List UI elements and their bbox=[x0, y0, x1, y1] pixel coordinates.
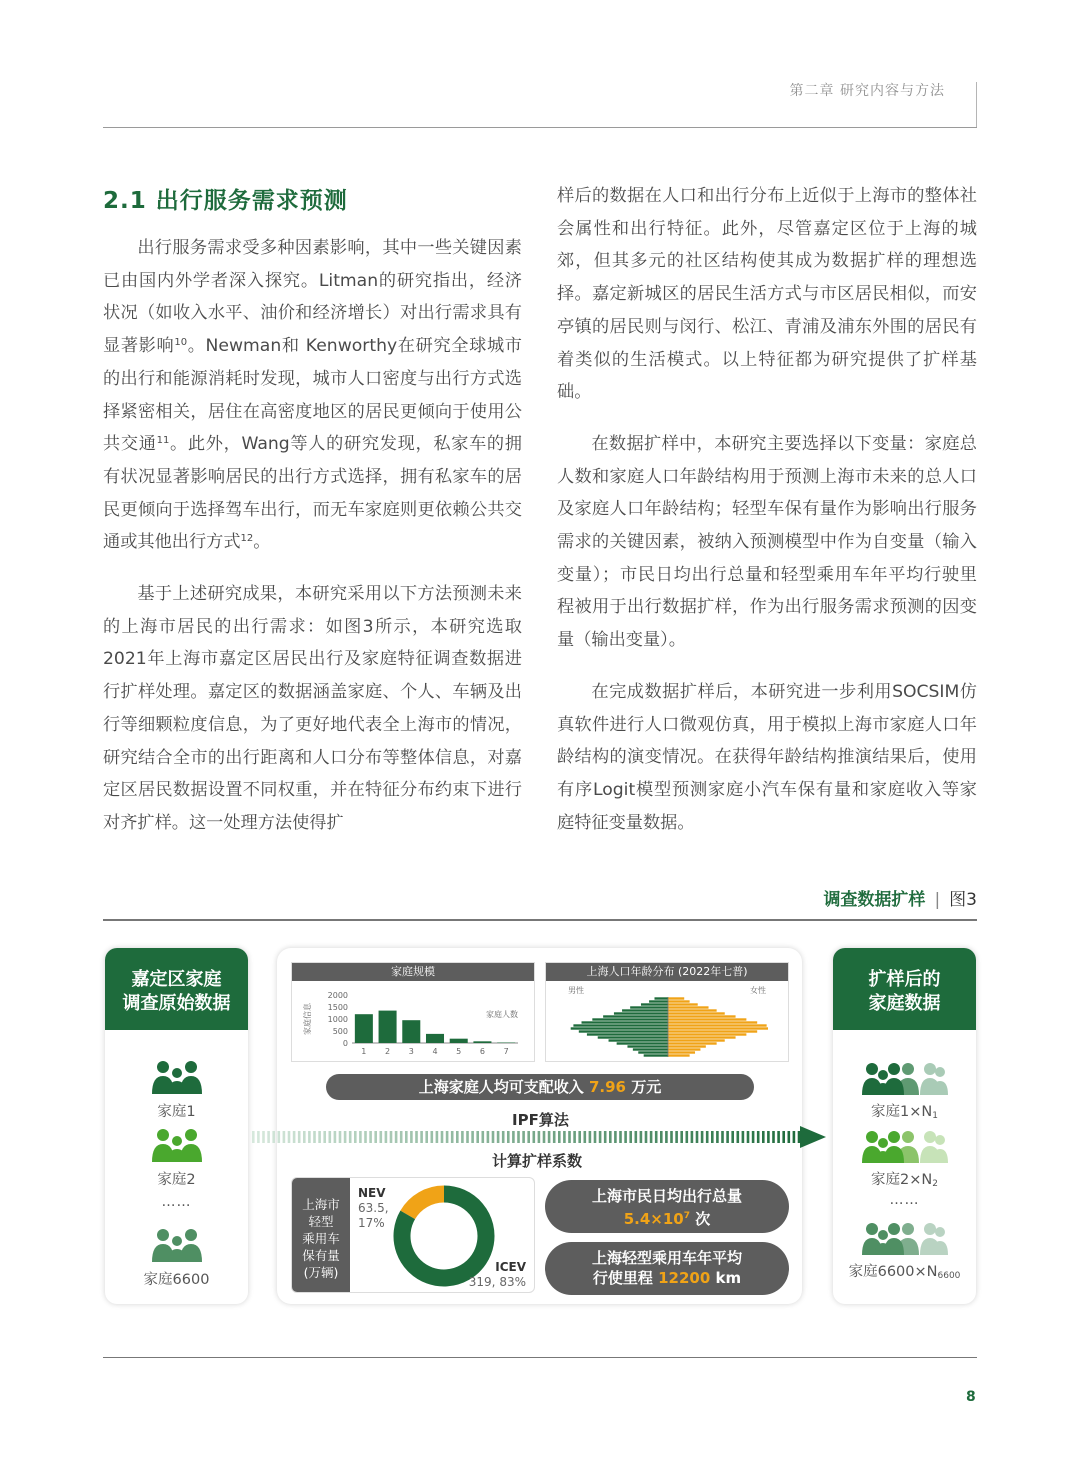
paragraph-2-continued: 样后的数据在人口和出行分布上近似于上海市的整体社会属性和出行特征。此外，尽管嘉定区位于上海的城郊，但其多元的社区结构使其成为数据扩样的理想选择。嘉定新城区的居民生活方式与市区居民相似，而安亭镇的居民则与闵行、松江、青浦及浦东外围的居民有着类似的生活模式。以上特征都为研究提供了扩样基础。 bbox=[557, 186, 977, 403]
ipf-stripe bbox=[522, 1131, 525, 1143]
ipf-stripe bbox=[359, 1131, 362, 1143]
income-prefix: 上海家庭人均可支配收入 bbox=[418, 1078, 589, 1096]
male-bar bbox=[654, 997, 668, 999]
ipf-stripe bbox=[390, 1131, 393, 1143]
household-size-chart-title: 家庭规模 bbox=[292, 963, 534, 981]
expanded-family-2 bbox=[833, 1128, 976, 1189]
female-legend: 女性 bbox=[750, 986, 766, 995]
ipf-stripe bbox=[645, 1131, 648, 1143]
ipf-stripe bbox=[354, 1131, 357, 1143]
ipf-stripe bbox=[400, 1131, 403, 1143]
annual-mileage-value: 12200 bbox=[658, 1269, 711, 1287]
ipf-stripe bbox=[272, 1131, 275, 1143]
ipf-stripe bbox=[686, 1131, 689, 1143]
x-tick-label: 5 bbox=[456, 1047, 462, 1056]
ipf-stripe bbox=[701, 1131, 704, 1143]
family-group-icon bbox=[149, 1124, 205, 1164]
family-group-icon bbox=[149, 1224, 205, 1264]
citation-10: 10 bbox=[174, 337, 188, 349]
female-bar bbox=[668, 1042, 717, 1044]
raw-ellipsis: …… bbox=[161, 1194, 192, 1210]
ipf-stripe bbox=[788, 1131, 791, 1143]
daily-trips-unit: 次 bbox=[690, 1210, 711, 1228]
ipf-stripe bbox=[482, 1131, 485, 1143]
ipf-stripe bbox=[415, 1131, 418, 1143]
donut-side-label bbox=[292, 1178, 350, 1292]
female-bar bbox=[668, 1051, 695, 1053]
male-bar bbox=[592, 1018, 668, 1020]
household-size-bars bbox=[292, 981, 536, 1063]
female-bar bbox=[668, 1027, 768, 1029]
ipf-stripe bbox=[655, 1131, 658, 1143]
ipf-stripe bbox=[619, 1131, 622, 1143]
paragraph-1-part-a: 出行服务需求受多种因素影响，其中一些关键因素已由国内外学者深入探究。Litman的研究指出，经济状况（如收入水平、油价和经济增长）对出行需求具有显著影响 bbox=[103, 238, 522, 357]
ipf-stripe bbox=[589, 1131, 592, 1143]
ipf-stripe bbox=[380, 1131, 383, 1143]
figure-caption-title: 调查数据扩样 bbox=[823, 890, 926, 910]
paragraph-4: 在完成数据扩样后，本研究进一步利用SOCSIM仿真软件进行人口微观仿真，用于模拟上海市家庭人口年龄结构的演变情况。在获得年龄结构推演结果后，使用有序Logit模型预测家庭小汽车保有量和家庭收入等家庭特征变量数据。 bbox=[557, 681, 977, 833]
male-bar bbox=[579, 1030, 668, 1032]
ipf-stripe bbox=[599, 1131, 602, 1143]
bar bbox=[450, 1039, 468, 1043]
family-group-icon bbox=[149, 1056, 205, 1096]
ipf-stripe bbox=[767, 1131, 770, 1143]
ipf-stripe bbox=[451, 1131, 454, 1143]
ipf-stripe bbox=[369, 1131, 372, 1143]
ipf-stripe bbox=[635, 1131, 638, 1143]
figure-rule bbox=[103, 919, 977, 921]
ipf-stripe bbox=[487, 1131, 490, 1143]
ipf-stripe bbox=[410, 1131, 413, 1143]
female-bar bbox=[668, 1048, 700, 1050]
x-tick-label: 1 bbox=[361, 1047, 367, 1056]
expanded-title-line-2: 家庭数据 bbox=[868, 993, 941, 1014]
female-bar bbox=[668, 997, 684, 999]
ipf-stripe bbox=[364, 1131, 367, 1143]
ipf-stripe bbox=[278, 1131, 281, 1143]
raw-data-panel bbox=[105, 948, 248, 1304]
female-bar bbox=[668, 1012, 725, 1014]
bar bbox=[355, 1014, 373, 1043]
ipf-stripe bbox=[665, 1131, 668, 1143]
raw-family-6600 bbox=[105, 1224, 248, 1289]
ipf-stripe bbox=[476, 1131, 479, 1143]
figure-caption-number: 图3 bbox=[949, 890, 977, 910]
household-size-chart bbox=[291, 962, 535, 1062]
bar bbox=[379, 1011, 397, 1043]
ipf-stripe bbox=[405, 1131, 408, 1143]
ipf-stripe bbox=[548, 1131, 551, 1143]
ipf-stripe bbox=[726, 1131, 729, 1143]
nev-percent: 17% bbox=[358, 1216, 385, 1230]
ipf-stripe bbox=[762, 1131, 765, 1143]
page-number: 8 bbox=[966, 1389, 976, 1405]
ipf-stripe bbox=[461, 1131, 464, 1143]
header-vertical-rule bbox=[976, 82, 977, 128]
bar bbox=[426, 1034, 444, 1043]
male-bar bbox=[644, 1054, 668, 1056]
ipf-stripe bbox=[329, 1131, 332, 1143]
running-head: 第二章 研究内容与方法 bbox=[789, 83, 945, 99]
male-bar bbox=[638, 1051, 668, 1053]
annual-mileage-pill bbox=[545, 1242, 789, 1295]
ipf-stripe bbox=[288, 1131, 291, 1143]
ipf-stripe bbox=[747, 1131, 750, 1143]
y-tick-label: 500 bbox=[332, 1027, 348, 1036]
y-axis-label: 家庭信息 bbox=[303, 1003, 312, 1035]
coefficient-label: 计算扩样系数 bbox=[492, 1152, 583, 1170]
raw-data-title-line-1: 嘉定区家庭 bbox=[131, 969, 222, 990]
ipf-stripe bbox=[308, 1131, 311, 1143]
male-bar bbox=[587, 1033, 668, 1035]
multi-family-icon bbox=[860, 1220, 950, 1256]
section-title: 2.1 出行服务需求预测 bbox=[103, 188, 348, 214]
ipf-stripe bbox=[385, 1131, 388, 1143]
population-pyramid-bars bbox=[546, 981, 790, 1063]
ipf-stripe bbox=[466, 1131, 469, 1143]
ipf-stripe bbox=[798, 1131, 801, 1143]
ipf-stripe bbox=[334, 1131, 337, 1143]
raw-family-2-label: 家庭2 bbox=[157, 1172, 196, 1188]
ipf-stripe bbox=[772, 1131, 775, 1143]
x-tick-label: 3 bbox=[408, 1047, 414, 1056]
y-tick-label: 1000 bbox=[327, 1015, 348, 1024]
female-bar bbox=[668, 1003, 698, 1005]
ipf-stripe bbox=[670, 1131, 673, 1143]
ipf-stripe bbox=[737, 1131, 740, 1143]
x-axis-label: 家庭人数 bbox=[486, 1010, 518, 1019]
ipf-stripe bbox=[471, 1131, 474, 1143]
ipf-stripe bbox=[293, 1131, 296, 1143]
left-column bbox=[103, 232, 522, 840]
ipf-stripe bbox=[640, 1131, 643, 1143]
ipf-stripe bbox=[614, 1131, 617, 1143]
expanded-family-1-label bbox=[871, 1104, 938, 1120]
ipf-stripe bbox=[441, 1131, 444, 1143]
male-bar bbox=[573, 1024, 668, 1026]
expanded-data-panel-title bbox=[833, 948, 976, 1030]
expanded-family-6600 bbox=[833, 1220, 976, 1281]
ipf-stripe bbox=[793, 1131, 796, 1143]
nev-value: 63.5, bbox=[358, 1201, 389, 1215]
figure-caption-separator: | bbox=[934, 890, 941, 910]
ipf-stripe bbox=[568, 1131, 571, 1143]
ipf-stripe bbox=[731, 1131, 734, 1143]
ipf-stripe bbox=[777, 1131, 780, 1143]
raw-data-panel-title bbox=[105, 948, 248, 1030]
ipf-stripe bbox=[563, 1131, 566, 1143]
ipf-stripe bbox=[629, 1131, 632, 1143]
multi-family-icon bbox=[860, 1060, 950, 1096]
female-bar bbox=[668, 1039, 725, 1041]
ipf-stripe bbox=[323, 1131, 326, 1143]
citation-12: 12 bbox=[240, 533, 254, 545]
annual-mileage-label-2: 行使里程 bbox=[592, 1269, 659, 1287]
ipf-stripe bbox=[675, 1131, 678, 1143]
bar bbox=[473, 1041, 491, 1043]
ipf-stripe bbox=[436, 1131, 439, 1143]
raw-family-6600-label: 家庭6600 bbox=[143, 1272, 210, 1288]
ipf-stripe bbox=[456, 1131, 459, 1143]
annual-mileage-unit: km bbox=[710, 1269, 742, 1287]
ipf-stripe bbox=[624, 1131, 627, 1143]
ipf-stripe bbox=[425, 1131, 428, 1143]
expanded-family-1 bbox=[833, 1060, 976, 1121]
ipf-stripe bbox=[446, 1131, 449, 1143]
male-bar bbox=[609, 1039, 668, 1041]
ipf-stripe bbox=[538, 1131, 541, 1143]
ipf-label: IPF算法 bbox=[512, 1111, 569, 1129]
expanded-title-line-1: 扩样后的 bbox=[868, 969, 941, 990]
donut-side-line-3: 乘用车 bbox=[302, 1231, 340, 1246]
ipf-stripe bbox=[578, 1131, 581, 1143]
icev-label bbox=[469, 1260, 526, 1290]
ipf-stripe bbox=[517, 1131, 520, 1143]
multi-family-icon bbox=[860, 1128, 950, 1164]
vehicle-ownership-donut bbox=[291, 1177, 535, 1293]
ipf-stripe bbox=[262, 1131, 265, 1143]
donut-side-line-2: 轻型 bbox=[308, 1214, 334, 1229]
paragraph-3: 在数据扩样中，本研究主要选择以下变量：家庭总人数和家庭人口年龄结构用于预测上海市未来的总人口及家庭人口年龄结构；轻型车保有量作为影响出行服务需求的关键因素，被纳入预测模型中作为自变量（输入变量）；市民日均出行总量和轻型乘用车年平均行驶里程被用于出行数据扩样，作为出行服务需求预测的因变量（输出变量）。 bbox=[557, 433, 977, 651]
ipf-stripe bbox=[696, 1131, 699, 1143]
ipf-stripe bbox=[313, 1131, 316, 1143]
ipf-stripe bbox=[492, 1131, 495, 1143]
ipf-stripe bbox=[431, 1131, 434, 1143]
ipf-stripe bbox=[512, 1131, 515, 1143]
male-bar bbox=[582, 1021, 668, 1023]
ipf-stripe bbox=[573, 1131, 576, 1143]
ipf-stripe bbox=[716, 1131, 719, 1143]
male-bar bbox=[603, 1015, 668, 1017]
ipf-stripe bbox=[303, 1131, 306, 1143]
icev-value: 319, 83% bbox=[468, 1275, 526, 1289]
ipf-stripe bbox=[344, 1131, 347, 1143]
expanded-ellipsis: …… bbox=[889, 1192, 920, 1208]
ipf-stripe bbox=[553, 1131, 556, 1143]
donut-side-line-4: 保有量 bbox=[302, 1248, 340, 1263]
income-unit: 万元 bbox=[626, 1078, 662, 1096]
donut-side-line-1: 上海市 bbox=[302, 1197, 340, 1212]
nev-name: NEV bbox=[358, 1186, 386, 1200]
ipf-stripe bbox=[318, 1131, 321, 1143]
daily-trips-pill bbox=[545, 1180, 789, 1233]
ipf-stripe bbox=[558, 1131, 561, 1143]
ipf-stripe bbox=[507, 1131, 510, 1143]
raw-family-1 bbox=[105, 1056, 248, 1121]
ipf-stripe bbox=[594, 1131, 597, 1143]
ipf-stripe bbox=[502, 1131, 505, 1143]
expanded-family-6600-base: 家庭6600×N bbox=[848, 1264, 938, 1280]
paragraph-1-part-c: 。此外，Wang等人的研究发现，私家车的拥有状况显著影响居民的出行方式选择，拥有私家车的居民更倾向于选择驾车出行，而无车家庭则更依赖公共交通或其他出行方式 bbox=[103, 434, 522, 553]
male-bar bbox=[633, 1048, 668, 1050]
female-bar bbox=[668, 1000, 690, 1002]
expanded-data-panel bbox=[833, 948, 976, 1304]
ipf-stripe bbox=[533, 1131, 536, 1143]
paragraph-1-part-b: 。Newman和 Kenworthy在研究全球城市的出行和能源消耗时发现，城市人口密度与出行方式选择紧密相关，居住在高密度地区的居民更倾向于使用公共交通 bbox=[103, 336, 522, 455]
ipf-arrow-head bbox=[800, 1126, 826, 1148]
header-rule bbox=[103, 127, 977, 128]
female-bar bbox=[668, 1045, 706, 1047]
ipf-stripe bbox=[283, 1131, 286, 1143]
daily-trips-value: 5.4×10 bbox=[623, 1210, 684, 1228]
ipf-stripe bbox=[757, 1131, 760, 1143]
bar bbox=[402, 1020, 420, 1043]
x-tick-label: 7 bbox=[503, 1047, 509, 1056]
female-bar bbox=[668, 1024, 767, 1026]
female-bar bbox=[668, 1054, 690, 1056]
ipf-stripe bbox=[782, 1131, 785, 1143]
female-bar bbox=[668, 1009, 717, 1011]
population-pyramid-chart-title: 上海人口年龄分布 (2022年七普) bbox=[546, 963, 788, 981]
female-bar bbox=[668, 1021, 757, 1023]
ipf-stripe bbox=[257, 1131, 260, 1143]
female-bar bbox=[668, 1018, 746, 1020]
x-tick-label: 4 bbox=[432, 1047, 438, 1056]
male-bar bbox=[617, 1042, 668, 1044]
expanded-family-2-sub: 2 bbox=[932, 1179, 938, 1189]
ipf-stripe bbox=[742, 1131, 745, 1143]
ipf-stripe bbox=[420, 1131, 423, 1143]
nev-label bbox=[358, 1186, 389, 1231]
icev-name: ICEV bbox=[495, 1260, 526, 1274]
ipf-stripe bbox=[660, 1131, 663, 1143]
male-bar bbox=[622, 1009, 668, 1011]
male-legend: 男性 bbox=[568, 986, 584, 995]
ipf-stripe bbox=[374, 1131, 377, 1143]
female-bar bbox=[668, 1015, 736, 1017]
donut-slice bbox=[408, 1194, 444, 1215]
ipf-stripe bbox=[711, 1131, 714, 1143]
expanded-family-6600-sub: 6600 bbox=[937, 1271, 961, 1281]
figure-caption bbox=[823, 885, 977, 910]
right-column bbox=[557, 180, 977, 839]
paragraph-2: 基于上述研究成果，本研究采用以下方法预测未来的上海市居民的出行需求：如图3所示，本研究选取2021年上海市嘉定区居民出行及家庭特征调查数据进行扩样处理。嘉定区的数据涵盖家庭、个人、车辆及出行等细颗粒度信息，为了更好地代表全上海市的情况，研究结合全市的出行距离和人口分布等整体信息，对嘉定区居民数据设置不同权重，并在特征分布约束下进行对齐扩样。这一处理方法使得扩 bbox=[103, 584, 522, 833]
raw-family-2 bbox=[105, 1124, 248, 1189]
raw-family-1-label: 家庭1 bbox=[157, 1104, 196, 1120]
income-pill bbox=[326, 1074, 754, 1100]
female-bar bbox=[668, 1033, 746, 1035]
ipf-stripe bbox=[543, 1131, 546, 1143]
ipf-stripe bbox=[339, 1131, 342, 1143]
ipf-stripe bbox=[298, 1131, 301, 1143]
expanded-family-1-sub: 1 bbox=[932, 1111, 938, 1121]
paragraph-1-part-d: 。 bbox=[253, 532, 271, 553]
ipf-stripe bbox=[752, 1131, 755, 1143]
paragraph-1 bbox=[103, 232, 522, 559]
female-bar bbox=[668, 1036, 736, 1038]
annual-mileage-label: 上海轻型乘用车年平均 bbox=[591, 1249, 742, 1267]
ipf-stripe bbox=[395, 1131, 398, 1143]
ipf-stripe bbox=[527, 1131, 530, 1143]
ipf-stripe bbox=[584, 1131, 587, 1143]
citation-11: 11 bbox=[156, 435, 170, 447]
y-tick-label: 1500 bbox=[327, 1003, 348, 1012]
male-bar bbox=[614, 1012, 668, 1014]
population-pyramid-chart bbox=[545, 962, 789, 1062]
ipf-stripe bbox=[497, 1131, 500, 1143]
expanded-family-6600-label bbox=[849, 1264, 961, 1280]
ipf-stripe bbox=[609, 1131, 612, 1143]
male-bar bbox=[627, 1045, 668, 1047]
ipf-stripe bbox=[349, 1131, 352, 1143]
y-tick-label: 0 bbox=[342, 1039, 348, 1048]
x-tick-label: 6 bbox=[479, 1047, 485, 1056]
ipf-stripe bbox=[650, 1131, 653, 1143]
male-bar bbox=[641, 1003, 668, 1005]
ipf-stripe bbox=[267, 1131, 270, 1143]
daily-trips-exponent: 7 bbox=[683, 1211, 691, 1221]
expanded-family-2-base: 家庭2×N bbox=[871, 1172, 933, 1188]
male-bar bbox=[571, 1027, 668, 1029]
male-bar bbox=[598, 1036, 668, 1038]
x-tick-label: 2 bbox=[385, 1047, 391, 1056]
y-tick-label: 2000 bbox=[327, 991, 348, 1000]
male-bar bbox=[630, 1006, 668, 1008]
ipf-stripe bbox=[680, 1131, 683, 1143]
donut-side-line-5: (万辆) bbox=[303, 1265, 339, 1280]
female-bar bbox=[668, 1030, 757, 1032]
ipf-stripe bbox=[604, 1131, 607, 1143]
income-value: 7.96 bbox=[588, 1078, 626, 1096]
ipf-stripe bbox=[252, 1131, 255, 1143]
raw-data-title-line-2: 调查原始数据 bbox=[122, 993, 231, 1014]
daily-trips-label: 上海市民日均出行总量 bbox=[591, 1187, 742, 1205]
ipf-stripe bbox=[706, 1131, 709, 1143]
expanded-family-1-base: 家庭1×N bbox=[871, 1104, 933, 1120]
footer-rule bbox=[103, 1357, 977, 1358]
ipf-stripe bbox=[691, 1131, 694, 1143]
male-bar bbox=[649, 1000, 668, 1002]
female-bar bbox=[668, 1006, 709, 1008]
expanded-family-2-label bbox=[871, 1172, 938, 1188]
ipf-stripe bbox=[721, 1131, 724, 1143]
